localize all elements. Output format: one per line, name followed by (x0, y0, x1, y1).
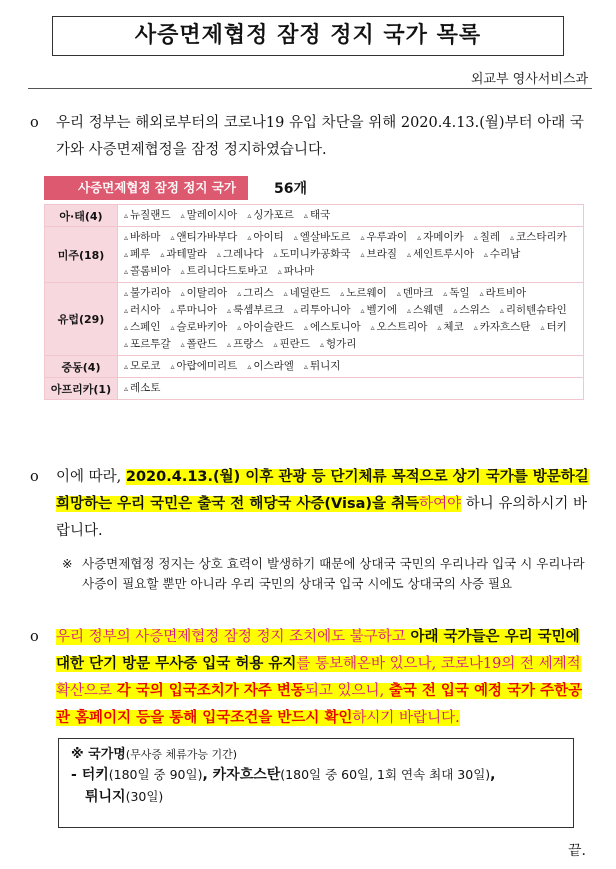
country-item: ▵ 리투아니아 (294, 302, 351, 319)
caution-s7: 하시기 바랍니다. (352, 710, 460, 726)
region-name: 중동(4) (45, 356, 118, 378)
country-item: ▵ 리히텐슈타인 (500, 302, 567, 319)
country-item: ▵ 튀니지 (304, 358, 340, 375)
caution-s4: 각 국의 입국조치가 자주 변동 (116, 683, 305, 699)
country-item: ▵ 엘살바도르 (294, 229, 351, 246)
region-name: 미주(18) (45, 227, 118, 283)
country-item: ▵ 브라질 (361, 246, 397, 263)
caution-s1: 우리 정부의 사증면제협정 잠정 정지 조치에도 불구하고 (56, 629, 411, 645)
country-item: ▵ 이스라엘 (247, 358, 294, 375)
end-mark: 끝. (568, 843, 586, 859)
box-head: 국가명 (88, 747, 126, 762)
table-row (45, 378, 584, 400)
country-item: ▵ 이탈리아 (181, 285, 228, 302)
table-label: 사증면제협정 잠정 정지 국가 (44, 176, 248, 200)
country-item: ▵ 그레나다 (217, 246, 264, 263)
country-item: ▵ 러시아 (124, 302, 160, 319)
country-tunisia: 튀니지 (85, 789, 126, 805)
country-item: ▵ 루마니아 (170, 302, 217, 319)
country-item: ▵ 세인트루시아 (407, 246, 474, 263)
country-item: ▵ 도미니카공화국 (274, 246, 351, 263)
region-name: 아프리카(1) (45, 378, 118, 400)
country-item: ▵ 태국 (304, 207, 330, 224)
country-item: ▵ 수리남 (484, 246, 520, 263)
notice-tail: 하니 유의하시기 바랍니다. (56, 496, 588, 539)
country-item: ▵ 헝가리 (320, 336, 356, 353)
country-item: ▵ 벨기에 (361, 302, 397, 319)
country-item: ▵ 콜롬비아 (124, 263, 171, 280)
note-text: 사증면제협정 정지는 상호 효력이 발생하기 때문에 상대국 국민의 우리나라 입국 시 우리나라 사증이 필요할 뿐만 아니라 우리 국민의 상대국 입국 시에도 상대국의 사증 필요 (82, 556, 585, 591)
visa-free-box: ※ 국가명(무사증 체류가능 기간) - 터키(180일 중 90일), 카자흐스탄(180일 중 60일, 1회 연속 최대 30일), 튀니지(30일) (58, 738, 574, 828)
country-item: ▵ 폴란드 (181, 336, 217, 353)
region-countries (118, 356, 584, 378)
bullet: o (30, 469, 39, 485)
country-item: ▵ 앤티가바부다 (170, 229, 237, 246)
note-mark: ※ (62, 556, 73, 571)
caution-s3: 를 통보해온바 있으나, 코로나19의 전 세계적 확산으로 (56, 656, 581, 699)
country-item: ▵ 핀란드 (274, 336, 310, 353)
intro-text: 우리 정부는 해외로부터의 코로나19 유입 차단을 위해 2020.4.13.(월)부터 아래 국가와 사증면제협정을 잠정 정지하였습니다. (56, 115, 584, 158)
country-item: ▵ 트리니다드토바고 (181, 263, 268, 280)
country-item: ▵ 스페인 (124, 319, 160, 336)
country-item: ▵ 싱가포르 (247, 207, 294, 224)
country-item: ▵ 에스토니아 (304, 319, 361, 336)
notice-highlight: 2020.4.13.(월) 이후 관광 등 단기체류 목적으로 상기 국가를 방문하길 희망하는 우리 국민은 출국 전 해당국 사증(Visa)을 취득 (56, 469, 589, 512)
caution-s2: 아래 국가들은 우리 국민에 대한 단기 방문 무사증 입국 허용 유지 (56, 629, 580, 672)
box-mark: ※ (71, 747, 84, 762)
region-countries (118, 378, 584, 400)
box-head-sub: (무사증 체류가능 기간) (125, 748, 238, 761)
tunisia-period: (30일) (125, 789, 164, 804)
country-item: ▵ 오스트리아 (371, 319, 428, 336)
country-item: ▵ 모로코 (124, 358, 160, 375)
country-table (44, 176, 584, 400)
country-item: ▵ 자메이카 (417, 229, 464, 246)
reciprocity-note (62, 554, 592, 594)
table-row (45, 283, 584, 356)
country-item: ▵ 프랑스 (227, 336, 263, 353)
country-item: ▵ 체코 (437, 319, 463, 336)
turkey-period: (180일 중 90일) (108, 767, 203, 782)
country-item: ▵ 룩셈부르크 (227, 302, 284, 319)
table-header (44, 176, 584, 200)
country-item: ▵ 포르투갈 (124, 336, 171, 353)
region-countries (118, 227, 584, 283)
department: 외교부 영사서비스과 (470, 72, 588, 87)
country-item: ▵ 말레이시아 (181, 207, 238, 224)
country-item: ▵ 아랍에미리트 (170, 358, 237, 375)
bullet: o (30, 115, 39, 131)
region-countries (118, 205, 584, 227)
divider (28, 88, 592, 89)
country-turkey: 터키 (81, 767, 109, 783)
country-item: ▵ 그리스 (237, 285, 273, 302)
country-item: ▵ 카자흐스탄 (474, 319, 531, 336)
country-item: ▵ 파나마 (278, 263, 314, 280)
country-kazakhstan: 카자흐스탄 (212, 767, 281, 783)
table-count: 56개 (273, 181, 307, 197)
country-item: ▵ 스위스 (453, 302, 489, 319)
region-name: 아·태(4) (45, 205, 118, 227)
region-countries (118, 283, 584, 356)
country-item: ▵ 레소토 (124, 380, 160, 397)
country-grid (44, 204, 584, 400)
caution-s6: 출국 전 입국 예정 국가 주한공관 홈페이지 등을 통해 입국조건을 반드시 확인 (56, 683, 583, 726)
table-row (45, 205, 584, 227)
country-item: ▵ 코스타리카 (510, 229, 567, 246)
table-row (45, 356, 584, 378)
country-item: ▵ 아이티 (247, 229, 283, 246)
country-item: ▵ 스웨덴 (407, 302, 443, 319)
bullet: o (30, 629, 39, 645)
country-item: ▵ 페루 (124, 246, 150, 263)
country-item: ▵ 과테말라 (160, 246, 207, 263)
box-dash: - (71, 767, 77, 783)
country-item: ▵ 우루과이 (361, 229, 408, 246)
country-item: ▵ 뉴질랜드 (124, 207, 171, 224)
caution-s5: 되고 있으니, (304, 683, 389, 699)
country-item: ▵ 독일 (443, 285, 469, 302)
country-item: ▵ 네덜란드 (284, 285, 331, 302)
country-item: ▵ 슬로바키아 (170, 319, 227, 336)
country-item: ▵ 노르웨이 (340, 285, 387, 302)
page-title: 사증면제협정 잠정 정지 국가 목록 (52, 16, 564, 56)
country-item: ▵ 덴마크 (397, 285, 433, 302)
country-item: ▵ 터키 (540, 319, 566, 336)
notice-lead: 이에 따라, (56, 469, 126, 485)
country-item: ▵ 바하마 (124, 229, 160, 246)
country-item: ▵ 칠레 (474, 229, 500, 246)
notice-tail-highlight: 하여야 (419, 496, 462, 512)
country-item: ▵ 불가리아 (124, 285, 171, 302)
country-item: ▵ 아이슬란드 (237, 319, 294, 336)
table-row (45, 227, 584, 283)
notice-paragraph (30, 464, 596, 545)
intro-paragraph (30, 110, 596, 164)
kazakhstan-period: (180일 중 60일, 1회 연속 최대 30일) (280, 767, 491, 782)
region-name: 유럽(29) (45, 283, 118, 356)
country-item: ▵ 라트비아 (480, 285, 527, 302)
caution-paragraph (30, 624, 596, 732)
